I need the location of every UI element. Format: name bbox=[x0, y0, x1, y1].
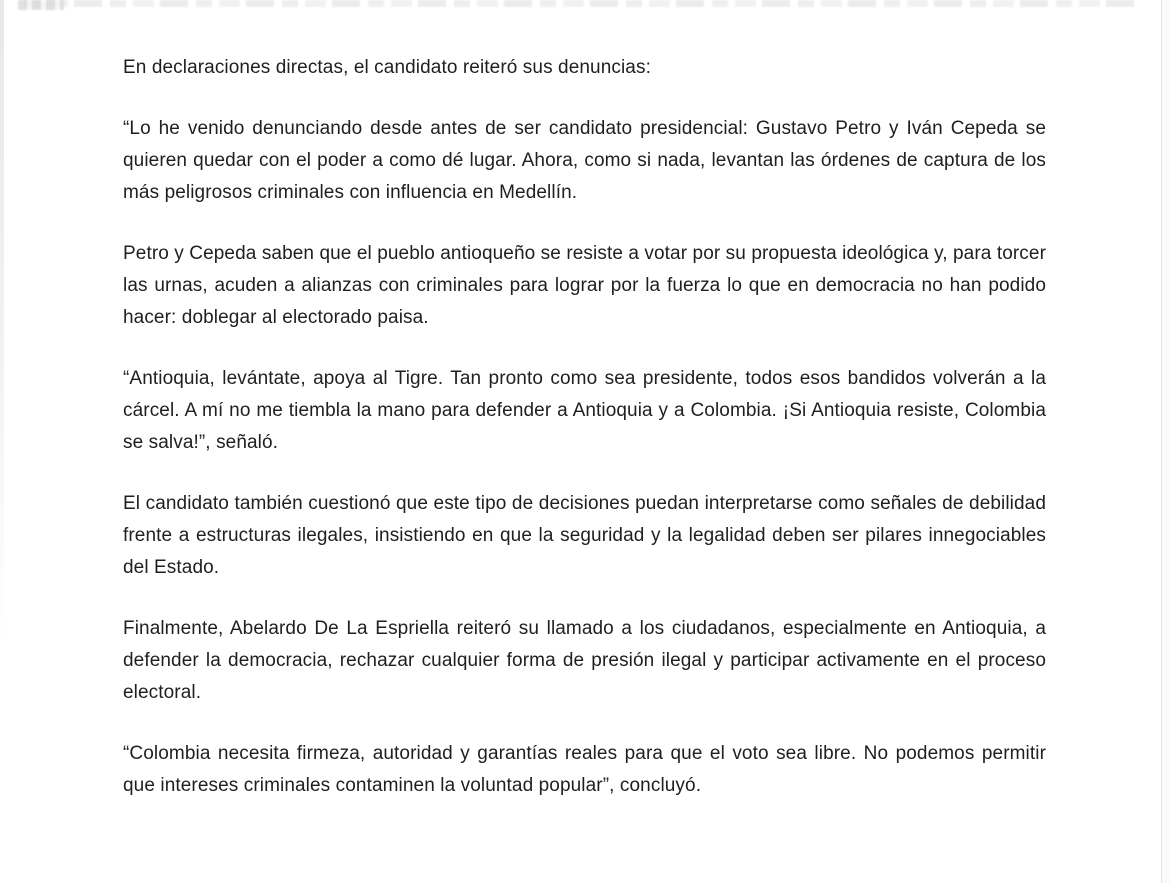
document-body bbox=[123, 52, 1046, 831]
page-right-edge-line bbox=[1161, 0, 1162, 883]
paragraph-quote-3: “Antioquia, levántate, apoya al Tigre. Tan pronto como sea presidente, todos esos bandidos volverán a la cárcel. A mí no me tiembla la mano para defender a Antioquia y a Colombia. ¡Si Antioquia resiste, Colombia se salva!”, señaló. bbox=[123, 368, 1046, 453]
paragraph-quote-1: “Lo he venido denunciando desde antes de ser candidato presidencial: Gustavo Petro y Iván Cepeda se quieren quedar con el poder a como dé lugar. Ahora, como si nada, levantan las órdenes de captura de los más peligrosos criminales con influencia en Medellín. bbox=[123, 118, 1046, 203]
paragraph-quote-2: Petro y Cepeda saben que el pueblo antioqueño se resiste a votar por su propuesta ideológica y, para torcer las urnas, acuden a alianzas con criminales para lograr por la fuerza lo que en democracia no han podido hacer: doblegar al electorado paisa. bbox=[123, 243, 1046, 328]
page-left-edge-shadow bbox=[0, 0, 4, 650]
paragraph-intro: En declaraciones directas, el candidato reiteró sus denuncias: bbox=[123, 57, 651, 78]
paragraph-closing-call: Finalmente, Abelardo De La Espriella reiteró su llamado a los ciudadanos, especialmente en Antioquia, a defender la democracia, rechazar cualquier forma de presión ilegal y participar activamente en el proceso electoral. bbox=[123, 618, 1046, 703]
paragraph-analysis: El candidato también cuestionó que este tipo de decisiones puedan interpretarse como señales de debilidad frente a estructuras ilegales, insistiendo en que la seguridad y la legalidad deben ser pilares innegociables del Estado. bbox=[123, 493, 1046, 578]
page-right-gutter bbox=[1162, 0, 1170, 883]
cropped-text-artifact-dark bbox=[18, 0, 64, 10]
paragraph-final-quote: “Colombia necesita firmeza, autoridad y garantías reales para que el voto sea libre. No podemos permitir que intereses criminales contaminen la voluntad popular”, concluyó. bbox=[123, 743, 1046, 796]
cropped-text-artifact bbox=[24, 0, 1140, 7]
